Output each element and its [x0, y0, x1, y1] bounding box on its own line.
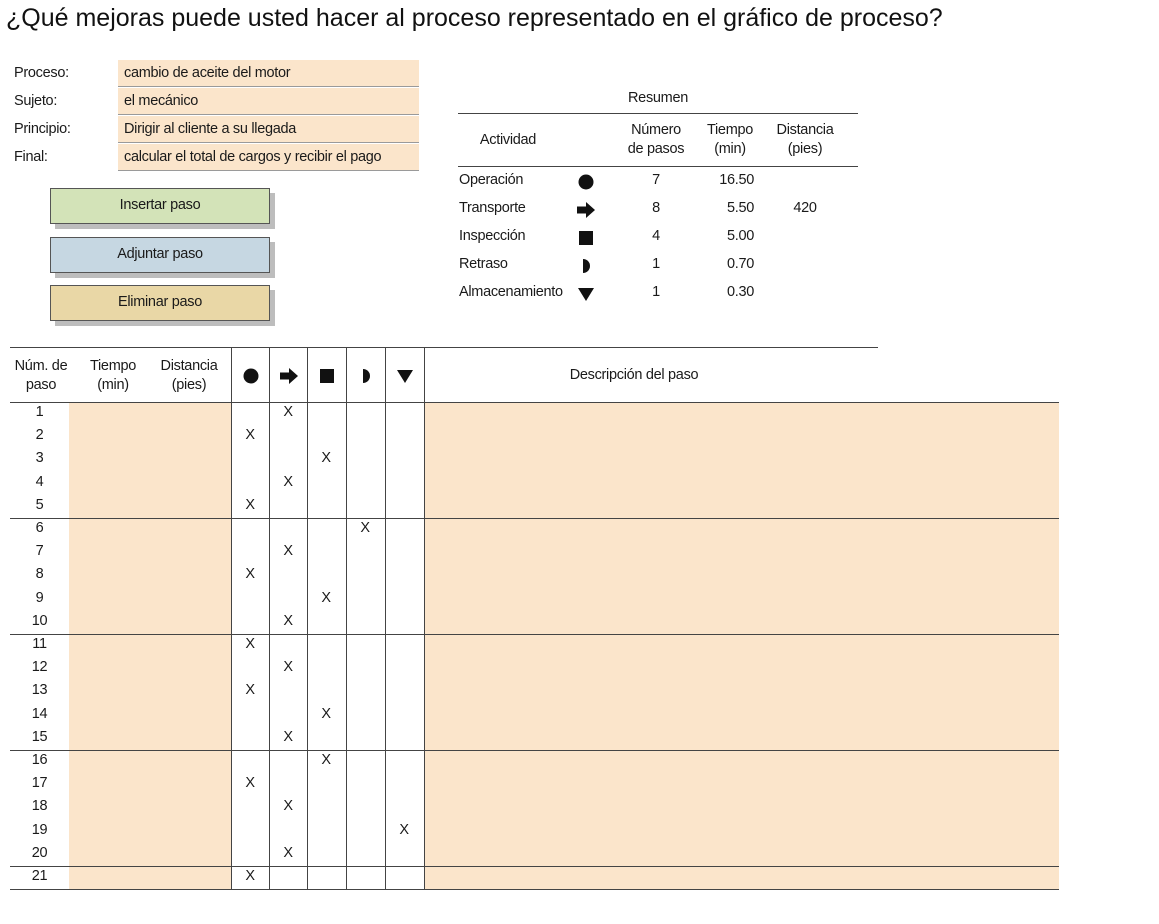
step-activity-mark: X [321, 450, 331, 467]
summary-symbol [576, 172, 604, 192]
info-row-subject [14, 88, 419, 116]
process-info [14, 60, 419, 172]
header-time: Tiempo (min) [89, 358, 136, 393]
column-divider [424, 347, 425, 889]
step-number: 21 [31, 868, 48, 884]
step-activity-mark: X [283, 612, 293, 629]
group-divider [10, 634, 1059, 635]
step-activity-mark: X [245, 496, 255, 513]
step-number: 5 [35, 496, 44, 513]
step-activity-mark: X [283, 844, 293, 861]
summary-steps: 8 [652, 200, 660, 216]
summary-time: 0.70 [726, 256, 754, 272]
step-number: 15 [31, 728, 48, 745]
attach-step-button[interactable]: Adjuntar paso [50, 237, 270, 273]
header-description: Descripción del paso [569, 367, 699, 383]
process-label: Proceso: [14, 65, 69, 81]
column-divider [385, 347, 386, 889]
header-divider [10, 402, 1059, 403]
summary-symbol [576, 256, 604, 276]
step-activity-mark: X [245, 868, 255, 884]
summary-title: Resumen [628, 90, 688, 106]
summary-header-activity: Actividad [479, 132, 537, 148]
circle-icon [576, 172, 596, 192]
step-activity-mark: X [283, 473, 293, 490]
half-circle-icon [356, 366, 376, 386]
delete-step-button[interactable]: Eliminar paso [50, 285, 270, 321]
summary-activity-name: Operación [459, 172, 524, 188]
step-number: 6 [35, 520, 44, 536]
start-field[interactable]: Dirigir al cliente a su llegada [118, 116, 419, 143]
summary-header-time: Tiempo (min) [706, 122, 753, 157]
summary-time: 16.50 [719, 172, 754, 188]
start-label: Principio: [14, 121, 71, 137]
group-divider [10, 518, 1059, 519]
summary-divider [458, 166, 858, 167]
end-label: Final: [14, 149, 48, 165]
group-divider [10, 866, 1059, 867]
summary-steps: 1 [652, 284, 660, 300]
header-step-number: Núm. de paso [14, 358, 68, 393]
triangle-down-icon [576, 284, 596, 304]
summary-steps: 4 [652, 228, 660, 244]
header-symbol [279, 366, 299, 390]
process-field[interactable]: cambio de aceite del motor [118, 60, 419, 87]
step-number: 11 [32, 636, 47, 652]
step-activity-mark: X [399, 821, 409, 838]
step-number: 19 [31, 821, 48, 838]
step-number: 3 [35, 450, 44, 467]
subject-label: Sujeto: [14, 93, 58, 109]
column-divider [269, 347, 270, 889]
summary-steps: 7 [652, 172, 660, 188]
column-divider [307, 347, 308, 889]
summary-row [458, 284, 858, 312]
info-row-start [14, 116, 419, 144]
square-icon [576, 228, 596, 248]
step-number: 2 [35, 427, 44, 444]
summary-divider [458, 113, 858, 114]
summary-row [458, 256, 858, 284]
summary-time: 0.30 [726, 284, 754, 300]
summary-row [458, 228, 858, 256]
step-number: 10 [31, 612, 48, 629]
step-activity-mark: X [321, 589, 331, 606]
half-circle-icon [576, 256, 596, 276]
header-symbol [356, 366, 376, 390]
step-number: 4 [35, 473, 44, 490]
summary-steps: 1 [652, 256, 660, 272]
step-number: 17 [31, 775, 48, 792]
step-number: 12 [31, 659, 48, 676]
summary-symbol [576, 284, 604, 304]
step-activity-mark: X [321, 752, 331, 768]
summary-distance: 420 [793, 200, 817, 216]
header-symbol [317, 366, 337, 390]
info-row-process [14, 60, 419, 88]
step-number: 16 [31, 752, 48, 768]
header-distance: Distancia (pies) [160, 358, 218, 393]
summary-row [458, 200, 858, 228]
page-title: ¿Qué mejoras puede usted hacer al proceso representado en el gráfico de proceso? [6, 4, 943, 32]
column-divider [231, 347, 232, 889]
step-number: 9 [35, 589, 44, 606]
group-divider [10, 889, 1059, 890]
column-divider [346, 347, 347, 889]
summary-activity-name: Retraso [459, 256, 508, 272]
step-number: 14 [31, 705, 48, 722]
end-field[interactable]: calcular el total de cargos y recibir el pago [118, 144, 419, 171]
step-number: 13 [31, 682, 48, 699]
square-icon [317, 366, 337, 386]
step-activity-mark: X [245, 636, 255, 652]
summary-time: 5.00 [726, 228, 754, 244]
circle-icon [241, 366, 261, 386]
step-number: 20 [31, 844, 48, 861]
step-number: 18 [31, 798, 48, 815]
summary-symbol [576, 200, 604, 220]
step-activity-mark: X [245, 775, 255, 792]
summary-activity-name: Transporte [459, 200, 526, 216]
header-symbol [241, 366, 261, 390]
summary-header-steps: Número de pasos [627, 122, 685, 157]
step-activity-mark: X [245, 427, 255, 444]
arrow-right-icon [576, 200, 596, 220]
summary-time: 5.50 [726, 200, 754, 216]
summary-row [458, 172, 858, 200]
step-activity-mark: X [245, 566, 255, 583]
summary-symbol [576, 228, 604, 248]
step-activity-mark: X [360, 520, 370, 536]
group-divider [10, 750, 1059, 751]
time-distance-fill [69, 402, 231, 889]
step-activity-mark: X [321, 705, 331, 722]
description-fill [424, 402, 1059, 889]
step-activity-mark: X [283, 728, 293, 745]
step-activity-mark: X [283, 659, 293, 676]
step-activity-mark: X [283, 798, 293, 815]
step-activity-mark: X [283, 404, 293, 420]
summary-header-distance: Distancia (pies) [776, 122, 834, 157]
summary-activity-name: Almacenamiento [459, 284, 563, 300]
arrow-right-icon [279, 366, 299, 386]
step-activity-mark: X [283, 543, 293, 560]
insert-step-button[interactable]: Insertar paso [50, 188, 270, 224]
subject-field[interactable]: el mecánico [118, 88, 419, 115]
summary-activity-name: Inspección [459, 228, 526, 244]
triangle-down-icon [395, 366, 415, 386]
step-number: 1 [35, 404, 44, 420]
info-row-end [14, 144, 419, 172]
step-number: 8 [35, 566, 44, 583]
header-symbol [395, 366, 415, 390]
step-activity-mark: X [245, 682, 255, 699]
table-top-border [10, 347, 878, 348]
step-number: 7 [35, 543, 44, 560]
